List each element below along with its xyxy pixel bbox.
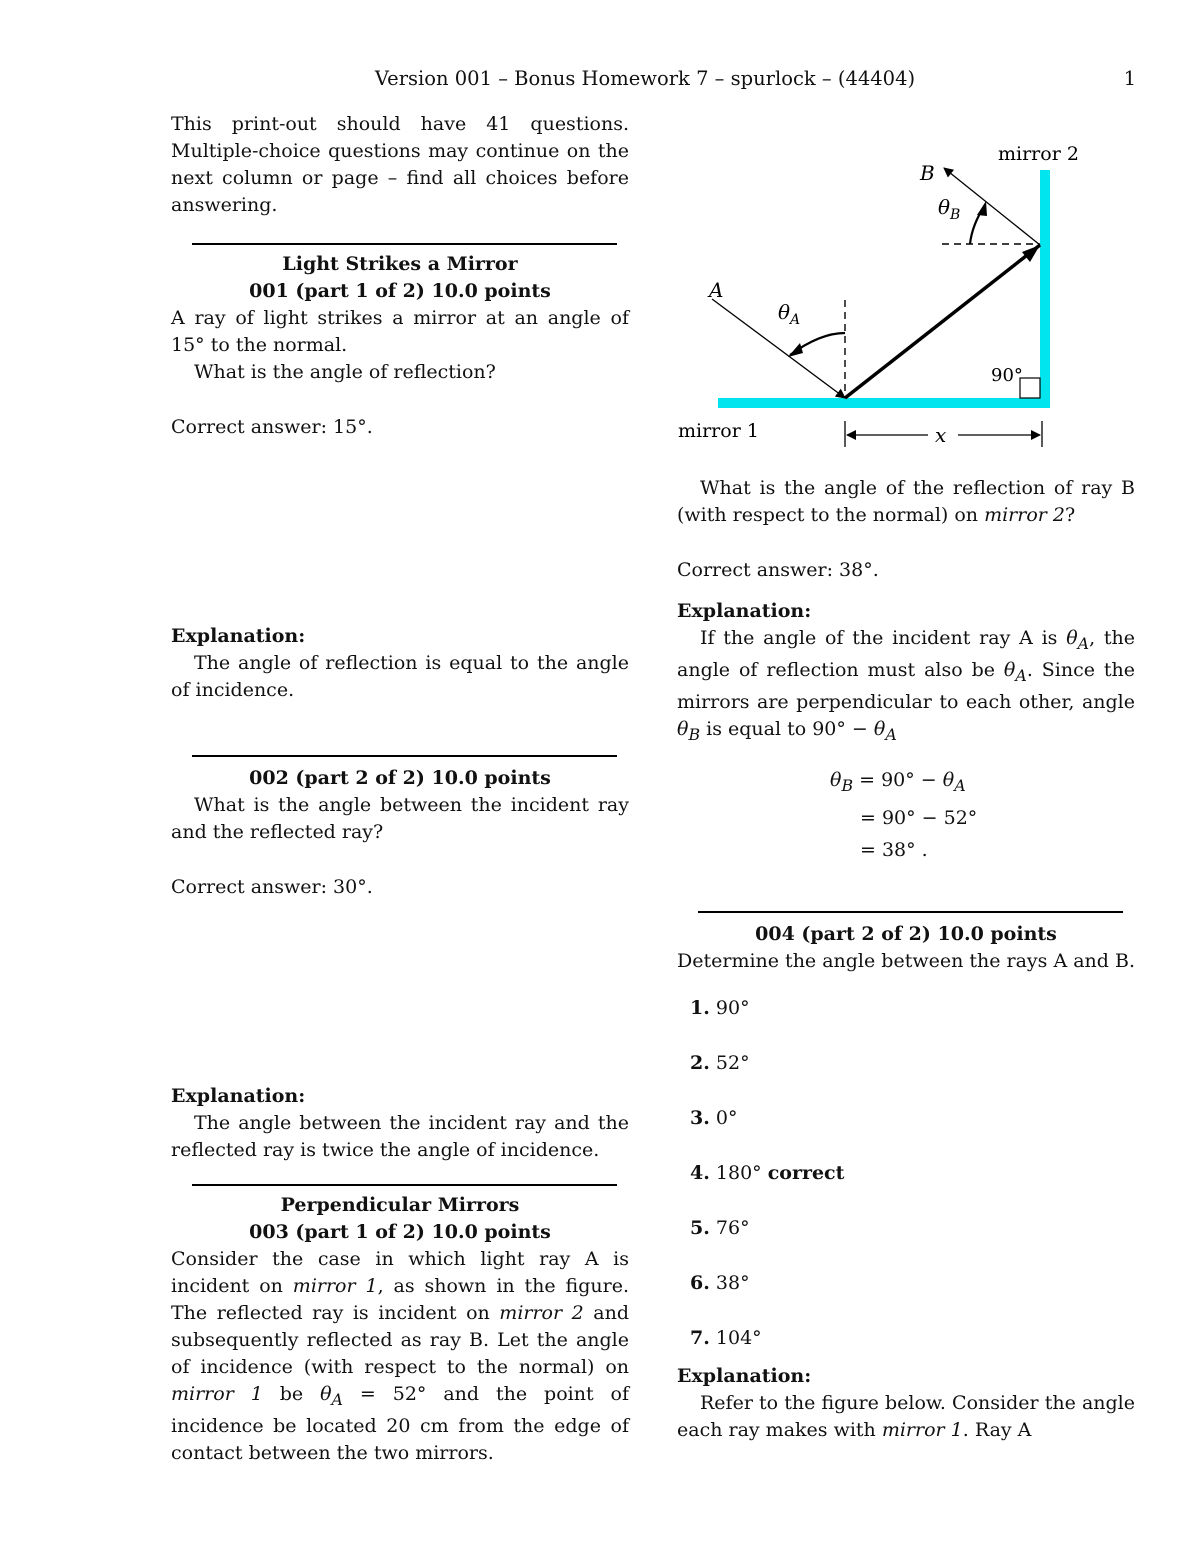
question-004-explanation: Refer to the figure below. Consider the angle each ray makes with mirror 1. Ray A	[677, 1392, 1135, 1442]
section-divider	[192, 243, 617, 245]
section-title-light-strikes: Light Strikes a Mirror	[282, 253, 518, 275]
question-004-explanation-label: Explanation:	[677, 1365, 812, 1388]
ray-between-mirrors-arrowhead	[1022, 245, 1040, 262]
question-003-explanation: If the angle of the incident ray A is $\theta_A$, the angle of reflection must also be $\theta_A$. Since the mirrors are perpendicular to each other, angle $\theta_B$ is equal to $90^\circ - \theta_A$	[677, 627, 1136, 744]
answer-choices	[677, 995, 1135, 1363]
question-002-heading: 002 (part 2 of 2) 10.0 points	[249, 767, 551, 789]
question-002-answer: Correct answer: 30°.	[171, 876, 373, 898]
question-003-prompt: What is the angle of the reflection of ray B (with respect to the normal) on mirror 2?	[677, 477, 1135, 526]
intro-paragraph: This print-out should have 41 questions. Multiple-choice questions may continue on the next column or page – find all choices before answering.	[171, 113, 629, 216]
correct-marker: correct	[767, 1162, 845, 1185]
choice-item-correct: 4. 180° correct	[690, 1162, 845, 1185]
question-001-explanation-label: Explanation:	[171, 625, 306, 647]
right-angle-label: 90°	[991, 365, 1023, 386]
mirror-2-surface	[1040, 170, 1050, 408]
x-dimension-label: x	[935, 423, 947, 447]
formula-line-1: $\theta_B = 90^\circ - \theta_A$	[830, 769, 966, 796]
choice-item: 2. 52°	[690, 1052, 750, 1075]
section-divider	[192, 1184, 617, 1186]
page-header	[0, 65, 1200, 95]
theta-a-arc-arrowhead	[788, 343, 803, 357]
question-001-prompt: What is the angle of reflection?	[194, 361, 496, 383]
ray-a-label: A	[709, 278, 724, 302]
choice-item: 7. 104°	[690, 1327, 762, 1350]
question-002-explanation: The angle between the incident ray and the reflected ray is twice the angle of incidence.	[171, 1112, 629, 1161]
question-divider	[192, 755, 617, 757]
question-004-heading: 004 (part 2 of 2) 10.0 points	[755, 923, 1057, 946]
page-title: Version 001 – Bonus Homework 7 – spurlock – (44404)	[374, 67, 916, 90]
question-002-explanation-label: Explanation:	[171, 1085, 306, 1107]
question-003-answer: Correct answer: 38°.	[677, 559, 879, 581]
mirror-2-label: mirror 2	[998, 143, 1079, 165]
formula-line-2: = 90° − 52°	[860, 807, 978, 830]
question-003-explanation-label: Explanation:	[677, 600, 812, 622]
question-002-prompt: What is the angle between the incident ray and the reflected ray?	[171, 794, 629, 843]
choice-item: 3. 0°	[690, 1107, 738, 1130]
question-001-explanation: The angle of reflection is equal to the angle of incidence.	[171, 652, 629, 701]
mirrors-figure	[670, 140, 1090, 460]
question-divider	[698, 911, 1123, 913]
choice-item: 5. 76°	[690, 1217, 750, 1240]
mirror-1-surface	[718, 398, 1050, 408]
question-003-heading: 003 (part 1 of 2) 10.0 points	[249, 1221, 551, 1243]
question-004-prompt: Determine the angle between the rays A and B.	[677, 950, 1135, 973]
page-number: 1	[1123, 67, 1136, 90]
right-column	[677, 475, 1135, 1444]
theta-b-arc-arrowhead	[977, 201, 987, 216]
question-001-answer: Correct answer: 15°.	[171, 416, 373, 438]
section-title-perpendicular-mirrors: Perpendicular Mirrors	[280, 1194, 520, 1216]
choice-item: 6. 38°	[690, 1272, 750, 1295]
mirror-1-label: mirror 1	[678, 420, 759, 442]
question-003-text: Consider the case in which light ray A is incident on mirror 1, as shown in the figure. The reflected ray is incident on mirror 2 and subsequently reflected as ray B. Let the angle of incidence (with respect to the normal) on mirror 1 be $\theta_A = 52^\circ$ and the point of incidence be located 20 cm from the edge of contact between the two mirrors.	[171, 1248, 629, 1464]
question-001-heading: 001 (part 1 of 2) 10.0 points	[249, 280, 551, 302]
choice-item: 1. 90°	[690, 997, 750, 1020]
theta-b-label: $\theta_B$	[938, 195, 961, 223]
ray-b-label: B	[920, 161, 935, 185]
right-angle-marker	[1020, 378, 1040, 398]
question-001-text: A ray of light strikes a mirror at an angle of 15° to the normal.	[171, 307, 629, 356]
formula-line-3: = 38° .	[860, 839, 928, 862]
left-column	[171, 111, 629, 1467]
theta-b-derivation	[830, 764, 1135, 866]
theta-a-label: $\theta_A$	[778, 300, 801, 328]
